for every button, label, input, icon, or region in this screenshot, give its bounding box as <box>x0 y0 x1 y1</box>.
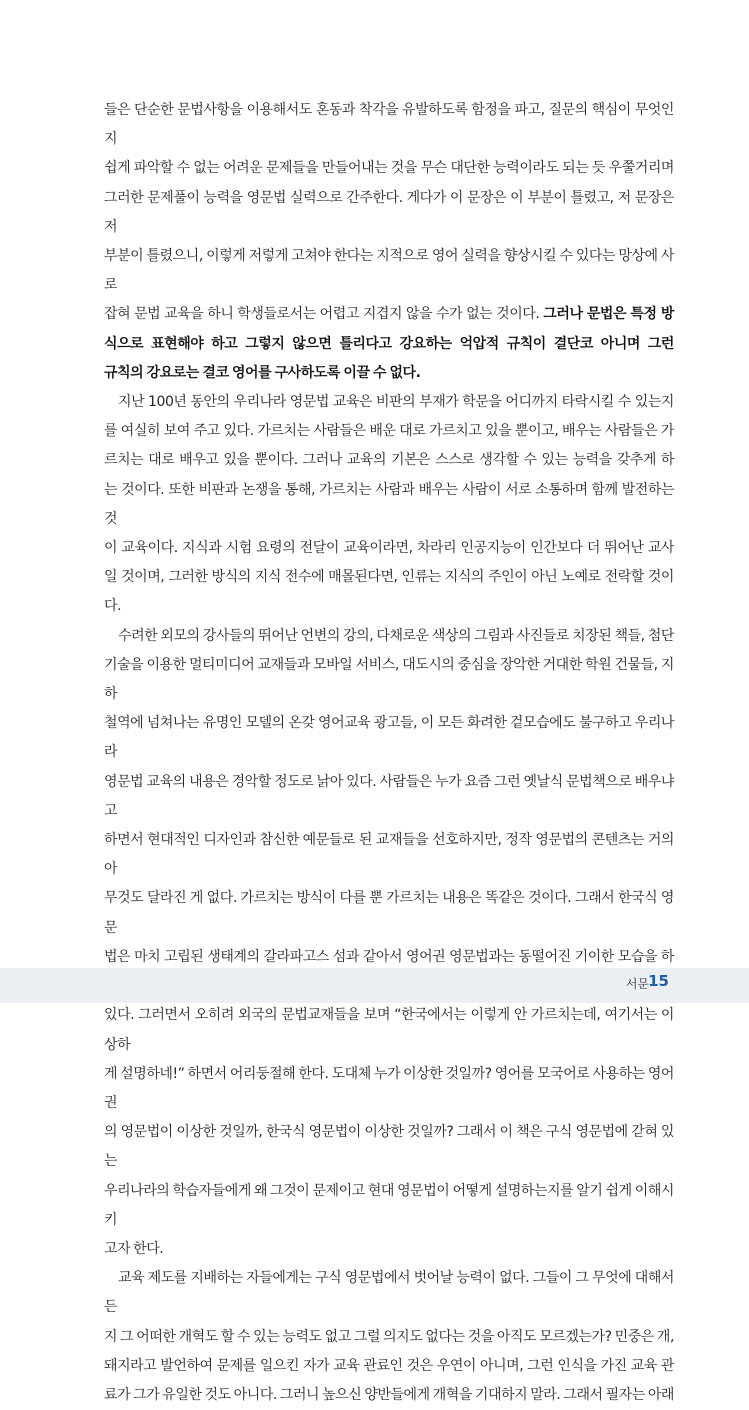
text-run: 의 영문법이 이상한 것일까, 한국식 영문법이 이상한 것일까? 그래서 이 책은 구식 영문법에 갇혀 있는 <box>104 1124 674 1170</box>
text-line <box>104 242 674 300</box>
text-run: 수려한 외모의 강사들의 뛰어난 언변의 강의, 다채로운 색상의 그림과 사진들로 치장된 책들, 첨단 <box>118 627 674 644</box>
text-run: 하면서 현대적인 디자인과 참신한 예문들로 된 교재들을 선호하지만, 정작 영문법의 콘텐츠는 거의 아 <box>104 832 674 878</box>
bold-text-run: 식으로 표현해야 하고 그렇지 않으면 틀리다고 강요하는 억압적 규칙이 결단코 아니며 그런 <box>104 335 674 352</box>
text-line <box>104 476 674 534</box>
text-run: 지난 100년 동안의 우리나라 영문법 교육은 비판의 부재가 학문을 어디까지 타락시킬 수 있는지 <box>118 394 674 411</box>
text-line <box>104 300 674 329</box>
text-run: 법은 마치 고립된 생태계의 갈라파고스 섬과 같아서 영어권 영문법과는 동떨어진 기이한 모습을 하 <box>104 948 674 965</box>
body-paragraph <box>104 622 674 1264</box>
text-line <box>104 1264 674 1322</box>
body-paragraph <box>104 1264 674 1410</box>
text-run: 잡혀 문법 교육을 하니 학생들로서는 어렵고 지겹지 않을 수가 없는 것이다. <box>104 306 544 323</box>
text-run: 일 것이며, 그러한 방식의 지식 전수에 매몰된다면, 인류는 지식의 주인이 아닌 노예로 전락할 것이다. <box>104 569 674 615</box>
text-line <box>104 826 674 884</box>
text-run: 지 그 어떠한 개혁도 할 수 있는 능력도 없고 그럴 의지도 없다는 것을 아직도 모르겠는가? 민중은 개, <box>104 1328 674 1345</box>
text-run: 르치는 대로 배우고 있을 뿐이다. 그러나 교육의 기본은 스스로 생각할 수 있는 능력을 갖추게 하 <box>104 452 674 469</box>
text-run: 부분이 틀렸으니, 이렇게 저렇게 고쳐야 한다는 지적으로 영어 실력을 향상시킬 수 있다는 망상에 사로 <box>104 248 674 294</box>
text-line <box>104 96 674 154</box>
text-line <box>104 1323 674 1352</box>
text-run: 료가 그가 유일한 것도 아니다. 그러니 높으신 양반들에게 개혁을 기대하지 말라. 그래서 필자는 아래 <box>104 1386 674 1403</box>
text-run: 우리나라의 학습자들에게 왜 그것이 문제이고 현대 영문법이 어떻게 설명하는지를 알기 쉽게 이해시키 <box>104 1182 674 1228</box>
text-line <box>104 154 674 183</box>
text-line <box>104 1118 674 1176</box>
page-body <box>104 96 674 1410</box>
text-line <box>104 446 674 475</box>
text-line <box>104 651 674 709</box>
page-footer <box>0 968 749 1003</box>
text-line <box>104 563 674 621</box>
text-line <box>104 184 674 242</box>
text-line <box>104 417 674 446</box>
text-line <box>104 1060 674 1118</box>
text-run: 고자 한다. <box>104 1240 164 1257</box>
bold-text-run: 그러나 문법은 특정 방 <box>543 306 674 323</box>
footer-section-label: 서문 <box>625 977 649 991</box>
text-run: 돼지라고 발언하여 문제를 일으킨 자가 교육 관료인 것은 우연이 아니며, 그런 인식을 가진 교육 관 <box>104 1357 674 1374</box>
text-run: 교육 제도를 지배하는 자들에게는 구식 영문법에서 벗어날 능력이 없다. 그들이 그 무엇에 대해서든 <box>104 1270 674 1316</box>
text-line <box>104 388 674 417</box>
text-run: 철역에 넘쳐나는 유명인 모델의 온갖 영어교육 광고들, 이 모든 화려한 겉모습에도 불구하고 우리나라 <box>104 715 674 761</box>
text-run: 게 설명하네!” 하면서 어리둥절해 한다. 도대체 누가 이상한 것일까? 영어를 모국어로 사용하는 영어권 <box>104 1065 674 1111</box>
body-paragraph <box>104 96 674 388</box>
text-line <box>104 1381 674 1410</box>
text-run: 쉽게 파악할 수 없는 어려운 문제들을 만들어내는 것을 무슨 대단한 능력이라도 되는 듯 우쭐거리며 <box>104 160 674 177</box>
text-run: 영문법 교육의 내용은 경악할 정도로 낡아 있다. 사람들은 누가 요즘 그런 옛날식 문법책으로 배우냐고 <box>104 773 674 819</box>
text-run: 들은 단순한 문법사항을 이용해서도 혼동과 착각을 유발하도록 함정을 파고, 질문의 핵심이 무엇인지 <box>104 102 674 148</box>
text-run: 는 것이다. 또한 비판과 논쟁을 통해, 가르치는 사람과 배우는 사람이 서로 소통하며 함께 발전하는 것 <box>104 481 674 527</box>
text-line <box>104 1001 674 1059</box>
text-run: 이 교육이다. 지식과 시험 요령의 전달이 교육이라면, 차라리 인공지능이 인간보다 더 뛰어난 교사 <box>104 540 674 557</box>
bold-text-run: 규칙의 강요로는 결코 영어를 구사하도록 이끌 수 없다. <box>104 364 421 381</box>
text-run: 있다. 그러면서 오히려 외국의 문법교재들을 보며 “한국에서는 이렇게 안 가르치는데, 여기서는 이상하 <box>104 1007 674 1053</box>
text-line <box>104 359 674 388</box>
text-line <box>104 768 674 826</box>
text-line <box>104 1177 674 1235</box>
body-paragraph <box>104 388 674 622</box>
text-run: 그러한 문제풀이 능력을 영문법 실력으로 간주한다. 게다가 이 문장은 이 부분이 틀렸고, 저 문장은 저 <box>104 189 674 235</box>
text-line <box>104 330 674 359</box>
text-run: 기술을 이용한 멀티미디어 교재들과 모바일 서비스, 대도시의 중심을 장악한 거대한 학원 건물들, 지하 <box>104 656 674 703</box>
text-line <box>104 622 674 651</box>
text-line <box>104 1352 674 1381</box>
text-run: 무것도 달라진 게 없다. 가르치는 방식이 다를 뿐 가르치는 내용은 똑같은 것이다. 그래서 한국식 영문 <box>104 890 674 936</box>
text-line <box>104 884 674 942</box>
footer-page-number: 15 <box>648 972 669 990</box>
text-line <box>104 1235 674 1264</box>
text-run: 를 여실히 보여 주고 있다. 가르치는 사람들은 배운 대로 가르치고 있을 뿐이고, 배우는 사람들은 가 <box>104 423 674 440</box>
text-line <box>104 534 674 563</box>
text-line <box>104 709 674 767</box>
